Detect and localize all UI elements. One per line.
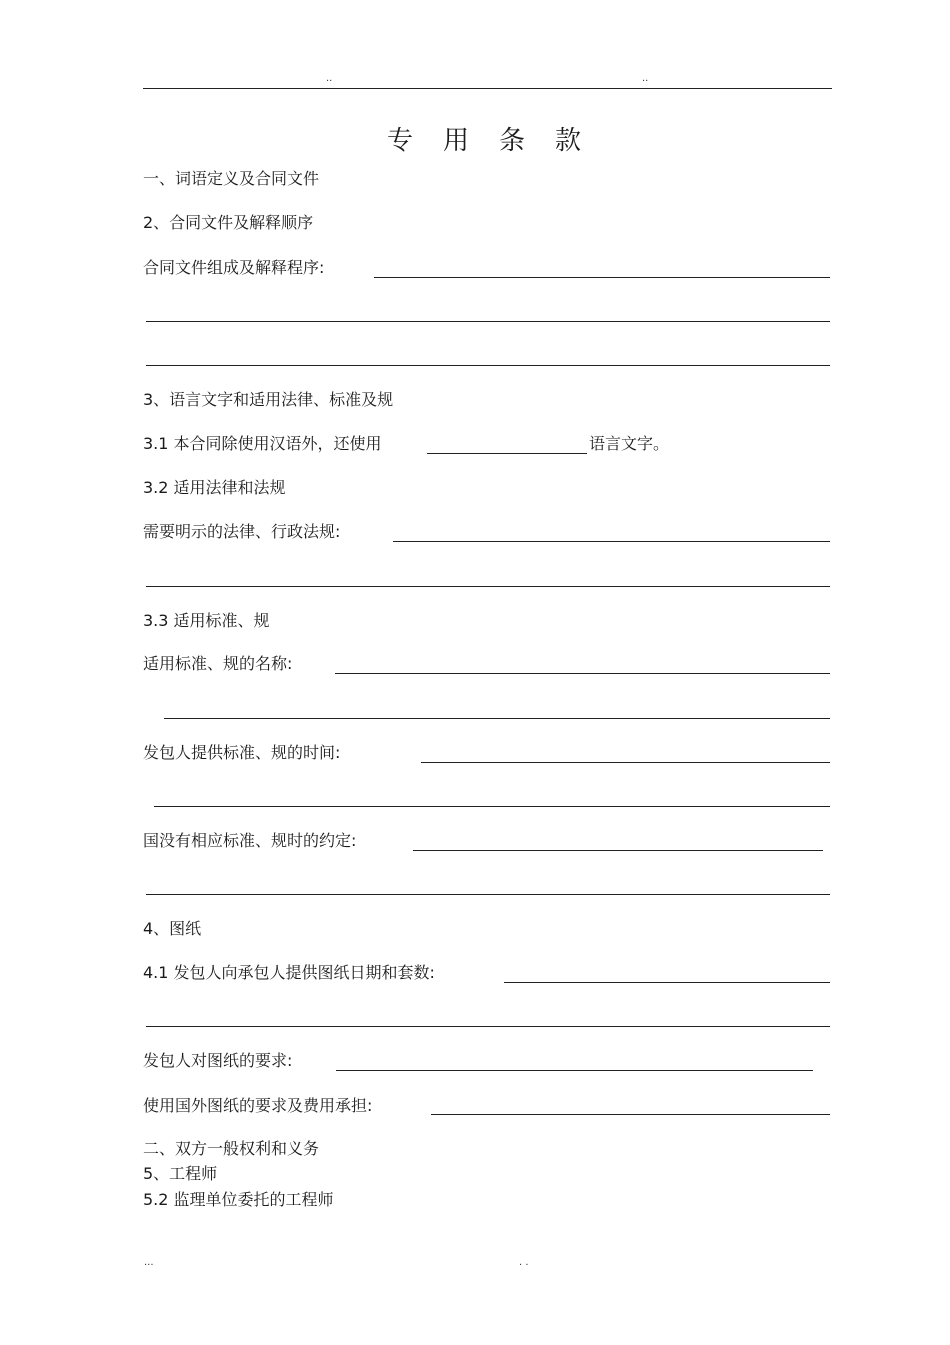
drawings-requirements-label: 发包人对图纸的要求: <box>143 1051 293 1070</box>
laws-blank-1[interactable] <box>393 541 830 542</box>
drawings-requirements-blank[interactable] <box>336 1070 813 1071</box>
laws-label: 需要明示的法律、行政法规: <box>143 522 341 541</box>
footer-mark-right: . . <box>519 1257 529 1268</box>
drawings-date-label: 4.1 发包人向承包人提供图纸日期和套数: <box>143 963 435 982</box>
language-blank[interactable] <box>427 453 587 454</box>
section-4-heading: 4、图纸 <box>143 919 202 938</box>
no-standards-blank-2[interactable] <box>146 894 830 895</box>
drawings-date-blank-2[interactable] <box>146 1026 830 1027</box>
standards-time-label: 发包人提供标准、规的时间: <box>143 743 341 762</box>
section-3-2-heading: 3.2 适用法律和法规 <box>143 478 286 497</box>
section-2-heading: 2、合同文件及解释顺序 <box>143 213 314 232</box>
foreign-drawings-blank[interactable] <box>431 1114 830 1115</box>
contract-docs-order-blank-1[interactable] <box>374 277 830 278</box>
laws-blank-2[interactable] <box>146 586 830 587</box>
foreign-drawings-label: 使用国外图纸的要求及费用承担: <box>143 1096 373 1115</box>
section-3-1-suffix: 语言文字。 <box>589 434 670 453</box>
header-mark-right: .. <box>642 73 649 84</box>
section-3-3-heading: 3.3 适用标准、规 <box>143 611 270 630</box>
header-rule <box>143 88 832 89</box>
part-2-heading: 二、双方一般权利和义务 <box>143 1139 320 1158</box>
section-5-2-heading: 5.2 监理单位委托的工程师 <box>143 1190 334 1209</box>
standards-time-blank-1[interactable] <box>421 762 830 763</box>
no-standards-label: 国没有相应标准、规时的约定: <box>143 831 357 850</box>
section-3-heading: 3、语言文字和适用法律、标准及规 <box>143 390 394 409</box>
footer-mark-left: ... <box>144 1257 154 1268</box>
drawings-date-blank-1[interactable] <box>504 982 830 983</box>
no-standards-blank-1[interactable] <box>413 850 823 851</box>
section-1-heading: 一、词语定义及合同文件 <box>143 169 320 188</box>
section-5-heading: 5、工程师 <box>143 1164 218 1183</box>
contract-docs-order-label: 合同文件组成及解释程序: <box>143 258 325 277</box>
standards-name-blank-2[interactable] <box>164 718 830 719</box>
header-mark-left: .. <box>326 73 333 84</box>
contract-docs-order-blank-3[interactable] <box>146 365 830 366</box>
standards-time-blank-2[interactable] <box>154 806 830 807</box>
standards-name-blank-1[interactable] <box>335 673 830 674</box>
page-title: 专用条款 <box>387 126 612 156</box>
contract-docs-order-blank-2[interactable] <box>146 321 830 322</box>
section-3-1-prefix: 3.1 本合同除使用汉语外，还使用 <box>143 434 382 453</box>
standards-name-label: 适用标准、规的名称: <box>143 654 293 673</box>
